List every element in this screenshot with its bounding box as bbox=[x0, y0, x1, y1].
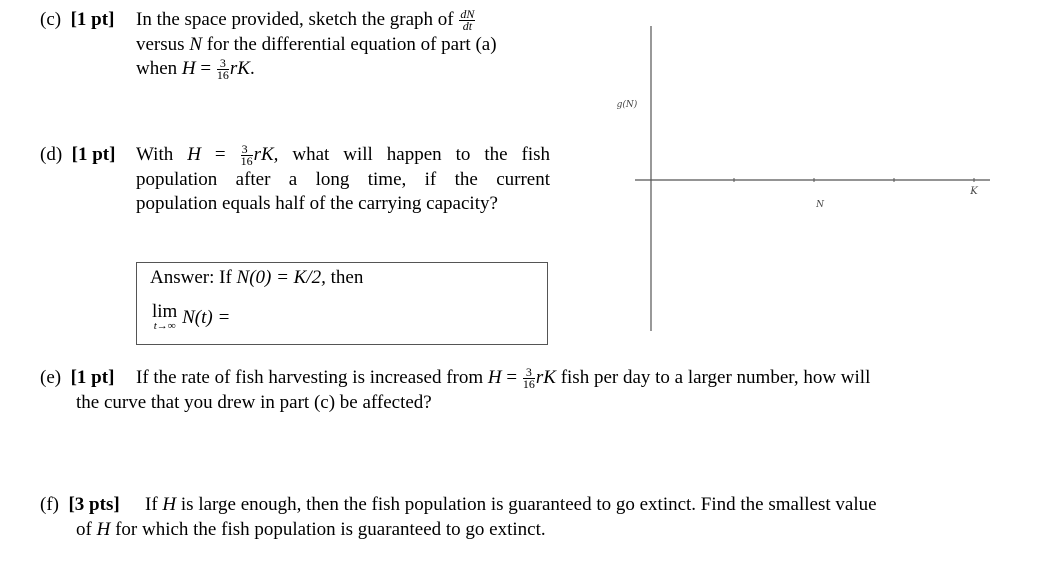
question-f: (f) [3 pts] If H is large enough, then the fish population is guaranteed to go extinct. Find the smallest value of H for which the fish population is guaranteed to go extinct. bbox=[40, 494, 877, 540]
question-c: (c) [1 pt] In the space provided, sketch the graph of $\frac{dN}{dt}$ versus N for the differential equation of part (a) when H = $\frac{3}{16}$ rK. bbox=[40, 7, 497, 82]
k-label: K bbox=[970, 186, 978, 197]
x-axis-label: N bbox=[816, 200, 824, 210]
question-f-label: (f) [3 pts] bbox=[40, 494, 120, 515]
three-sixteenths-fraction: $\frac{3}{16}$ bbox=[522, 365, 535, 391]
answer-limit: lim t→∞ N(t) = bbox=[152, 301, 231, 332]
three-sixteenths-fraction: $\frac{3}{16}$ bbox=[240, 142, 253, 168]
question-d-label: (d) [1 pt] bbox=[40, 144, 116, 165]
question-d: (d) [1 pt] With H = $\frac{3}{16}$ rK, what will happen to the fish population after a long time, if the current population equals half of the carrying capacity? bbox=[40, 142, 551, 214]
dN-dt-fraction: $\frac{dN}{dt}$ bbox=[460, 7, 475, 33]
question-c-label: (c) [1 pt] bbox=[40, 9, 115, 30]
question-e: (e) [1 pt] If the rate of fish harvesting is increased from H = $\frac{3}{16}$ rK fish per day to a larger number, how will the curve that you drew in part (c) be affected? bbox=[40, 365, 871, 413]
answer-condition: Answer: If N(0) = K/2, then bbox=[150, 267, 364, 288]
y-axis-label: g(N) bbox=[616, 100, 638, 110]
question-e-label: (e) [1 pt] bbox=[40, 367, 115, 388]
three-sixteenths-fraction: $\frac{3}{16}$ bbox=[216, 56, 229, 82]
